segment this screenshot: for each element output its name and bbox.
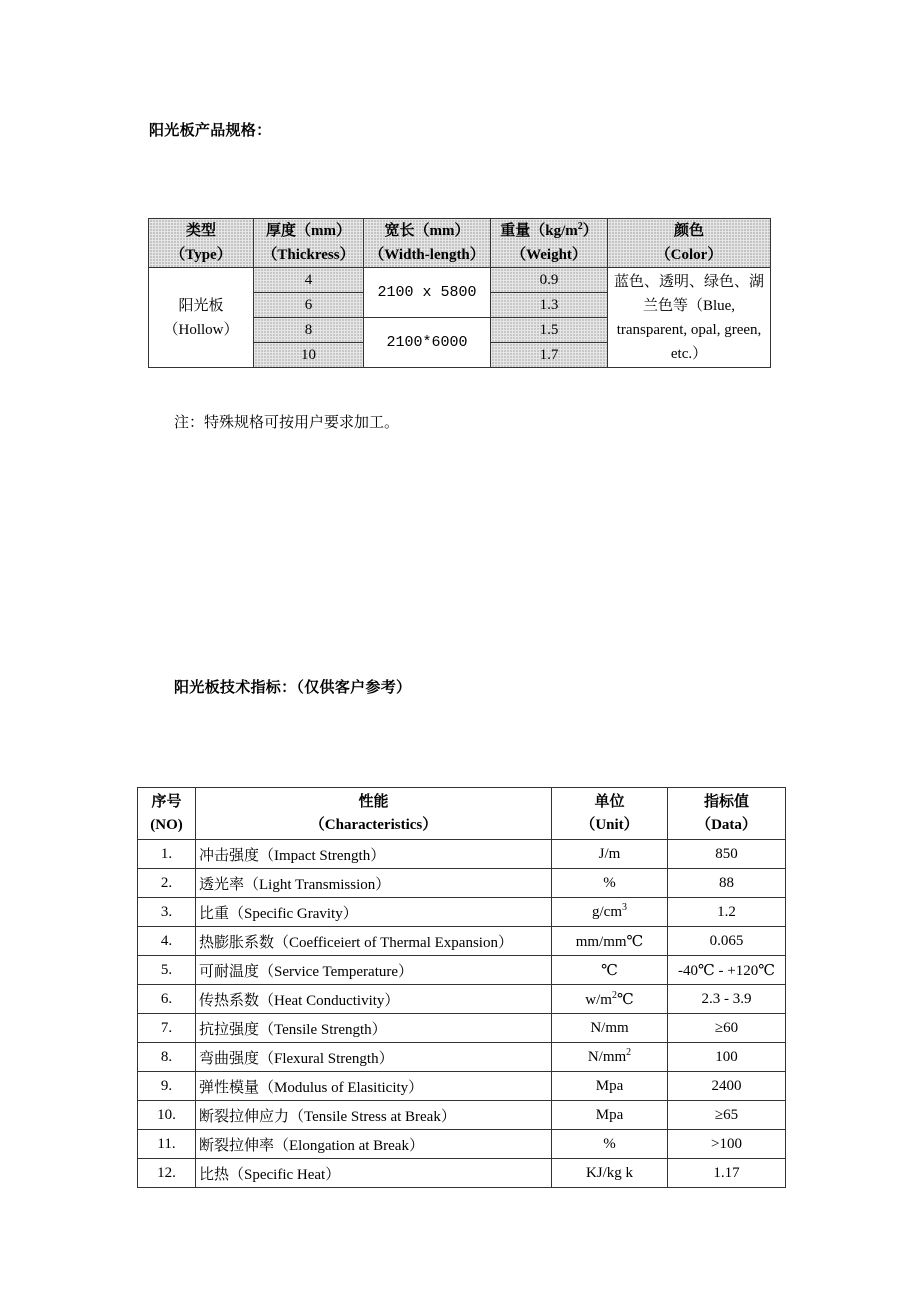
header-characteristics: 性能 （Characteristics） — [196, 788, 552, 840]
table-row — [138, 1101, 786, 1130]
row-data: 100 — [668, 1043, 786, 1072]
row-number: 12. — [138, 1159, 196, 1188]
table-row — [138, 840, 786, 869]
row-characteristic: 透光率（Light Transmission） — [196, 869, 552, 898]
row-number: 11. — [138, 1130, 196, 1159]
thickness-cell: 10 — [254, 343, 364, 368]
row-unit: % — [552, 1130, 668, 1159]
header-type: 类型 （Type） — [149, 219, 254, 268]
tech-table — [137, 787, 786, 1188]
row-unit: % — [552, 869, 668, 898]
row-characteristic: 热膨胀系数（Coefficeiert of Thermal Expansion） — [196, 927, 552, 956]
weight-cell: 1.3 — [491, 293, 608, 318]
tech-heading: 阳光板技术指标：（仅供客户参考） — [174, 680, 412, 696]
row-unit: N/mm — [552, 1014, 668, 1043]
header-width-length: 宽长（mm） （Width-length） — [364, 219, 491, 268]
row-characteristic: 弹性模量（Modulus of Elasiticity） — [196, 1072, 552, 1101]
tech-header-row — [138, 788, 786, 840]
spec-row — [149, 268, 771, 293]
row-unit: mm/mm℃ — [552, 927, 668, 956]
row-data: ≥65 — [668, 1101, 786, 1130]
header-thickness: 厚度（mm） （Thickress） — [254, 219, 364, 268]
header-no: 序号 (NO) — [138, 788, 196, 840]
table-row — [138, 985, 786, 1014]
row-unit: $g/cm^3$ — [552, 898, 668, 927]
table-row — [138, 1043, 786, 1072]
thickness-cell: 8 — [254, 318, 364, 343]
row-unit: J/m — [552, 840, 668, 869]
row-number: 7. — [138, 1014, 196, 1043]
row-number: 3. — [138, 898, 196, 927]
row-number: 6. — [138, 985, 196, 1014]
table-row — [138, 1072, 786, 1101]
thickness-cell: 4 — [254, 268, 364, 293]
weight-cell: 1.5 — [491, 318, 608, 343]
header-data: 指标值 （Data） — [668, 788, 786, 840]
row-data: 88 — [668, 869, 786, 898]
color-cell: 蓝色、透明、绿色、湖 兰色等（Blue, transparent, opal, green, etc.） — [608, 268, 771, 368]
row-number: 10. — [138, 1101, 196, 1130]
row-data: >100 — [668, 1130, 786, 1159]
row-number: 2. — [138, 869, 196, 898]
row-unit: Mpa — [552, 1072, 668, 1101]
type-cell: 阳光板 （Hollow） — [149, 268, 254, 368]
row-data: 1.2 — [668, 898, 786, 927]
row-characteristic: 冲击强度（Impact Strength） — [196, 840, 552, 869]
row-characteristic: 断裂拉伸率（Elongation at Break） — [196, 1130, 552, 1159]
row-characteristic: 弯曲强度（Flexural Strength） — [196, 1043, 552, 1072]
row-unit: $N/mm^2$ — [552, 1043, 668, 1072]
row-data: 850 — [668, 840, 786, 869]
spec-header-row — [149, 219, 771, 268]
row-data: -40℃ - +120℃ — [668, 956, 786, 985]
table-row — [138, 1130, 786, 1159]
width-length-cell: 2100 x 5800 — [364, 268, 491, 318]
thickness-cell: 6 — [254, 293, 364, 318]
table-row — [138, 869, 786, 898]
table-row — [138, 956, 786, 985]
spec-table — [148, 218, 771, 368]
row-unit: ℃ — [552, 956, 668, 985]
table-row — [138, 898, 786, 927]
row-unit: Mpa — [552, 1101, 668, 1130]
row-data: 1.17 — [668, 1159, 786, 1188]
row-characteristic: 比热（Specific Heat） — [196, 1159, 552, 1188]
row-number: 8. — [138, 1043, 196, 1072]
row-unit: $w/m^2℃$ — [552, 985, 668, 1014]
row-data: 2400 — [668, 1072, 786, 1101]
header-color: 颜色 （Color） — [608, 219, 771, 268]
row-unit: KJ/kg k — [552, 1159, 668, 1188]
weight-cell: 0.9 — [491, 268, 608, 293]
weight-cell: 1.7 — [491, 343, 608, 368]
header-unit: 单位 （Unit） — [552, 788, 668, 840]
table-row — [138, 927, 786, 956]
table-row — [138, 1159, 786, 1188]
row-characteristic: 传热系数（Heat Conductivity） — [196, 985, 552, 1014]
row-characteristic: 比重（Specific Gravity） — [196, 898, 552, 927]
spec-heading: 阳光板产品规格： — [149, 123, 272, 139]
row-characteristic: 可耐温度（Service Temperature） — [196, 956, 552, 985]
spec-note: 注：特殊规格可按用户要求加工。 — [174, 415, 400, 431]
row-characteristic: 断裂拉伸应力（Tensile Stress at Break） — [196, 1101, 552, 1130]
row-characteristic: 抗拉强度（Tensile Strength） — [196, 1014, 552, 1043]
table-row — [138, 1014, 786, 1043]
row-number: 1. — [138, 840, 196, 869]
row-data: 2.3 - 3.9 — [668, 985, 786, 1014]
width-length-cell: 2100*6000 — [364, 318, 491, 368]
header-weight: 重量$(kg/m^2)$ （Weight） — [491, 219, 608, 268]
row-data: 0.065 — [668, 927, 786, 956]
row-number: 9. — [138, 1072, 196, 1101]
row-number: 4. — [138, 927, 196, 956]
row-number: 5. — [138, 956, 196, 985]
row-data: ≥60 — [668, 1014, 786, 1043]
